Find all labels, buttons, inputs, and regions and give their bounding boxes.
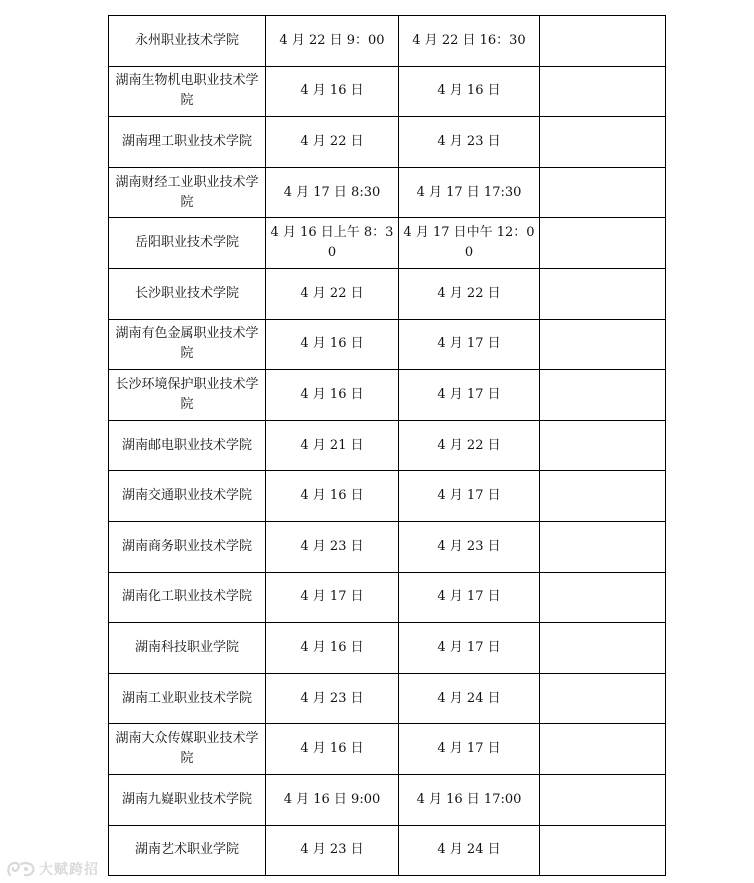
end-time-cell: 4 月 17 日 bbox=[399, 623, 540, 674]
table-row bbox=[109, 16, 666, 67]
note-cell bbox=[540, 268, 666, 319]
schedule-table-body bbox=[109, 16, 666, 876]
end-time-cell: 4 月 17 日 bbox=[399, 572, 540, 623]
start-time-cell: 4 月 16 日 bbox=[266, 66, 399, 117]
start-time-cell: 4 月 23 日 bbox=[266, 825, 399, 876]
end-time-cell: 4 月 16 日 17:00 bbox=[399, 774, 540, 825]
table-row bbox=[109, 117, 666, 168]
end-time-cell: 4 月 23 日 bbox=[399, 117, 540, 168]
end-time-cell: 4 月 17 日 bbox=[399, 319, 540, 370]
end-time-cell: 4 月 17 日 bbox=[399, 370, 540, 421]
note-cell bbox=[540, 471, 666, 522]
end-time-cell: 4 月 23 日 bbox=[399, 521, 540, 572]
school-cell: 长沙环境保护职业技术学院 bbox=[109, 370, 266, 421]
end-time-cell: 4 月 24 日 bbox=[399, 673, 540, 724]
start-time-cell: 4 月 21 日 bbox=[266, 420, 399, 471]
note-cell bbox=[540, 673, 666, 724]
note-cell bbox=[540, 774, 666, 825]
start-time-cell: 4 月 17 日 bbox=[266, 572, 399, 623]
school-cell: 湖南科技职业学院 bbox=[109, 623, 266, 674]
table-row bbox=[109, 319, 666, 370]
start-time-cell: 4 月 17 日 8:30 bbox=[266, 167, 399, 218]
end-time-cell: 4 月 22 日 bbox=[399, 420, 540, 471]
table-row bbox=[109, 471, 666, 522]
school-cell: 湖南工业职业技术学院 bbox=[109, 673, 266, 724]
start-time-cell: 4 月 16 日 bbox=[266, 724, 399, 775]
school-cell: 湖南交通职业技术学院 bbox=[109, 471, 266, 522]
school-cell: 湖南大众传媒职业技术学院 bbox=[109, 724, 266, 775]
end-time-cell: 4 月 17 日 17:30 bbox=[399, 167, 540, 218]
school-cell: 湖南化工职业技术学院 bbox=[109, 572, 266, 623]
note-cell bbox=[540, 319, 666, 370]
note-cell bbox=[540, 420, 666, 471]
end-time-cell: 4 月 16 日 bbox=[399, 66, 540, 117]
end-time-cell: 4 月 17 日中午 12：00 bbox=[399, 218, 540, 269]
table-row bbox=[109, 370, 666, 421]
start-time-cell: 4 月 22 日 bbox=[266, 268, 399, 319]
school-cell: 湖南艺术职业学院 bbox=[109, 825, 266, 876]
end-time-cell: 4 月 24 日 bbox=[399, 825, 540, 876]
table-row bbox=[109, 572, 666, 623]
table-row bbox=[109, 268, 666, 319]
school-cell: 岳阳职业技术学院 bbox=[109, 218, 266, 269]
note-cell bbox=[540, 16, 666, 67]
note-cell bbox=[540, 724, 666, 775]
end-time-cell: 4 月 17 日 bbox=[399, 471, 540, 522]
end-time-cell: 4 月 17 日 bbox=[399, 724, 540, 775]
table-row bbox=[109, 774, 666, 825]
table-row bbox=[109, 420, 666, 471]
note-cell bbox=[540, 218, 666, 269]
start-time-cell: 4 月 22 日 bbox=[266, 117, 399, 168]
start-time-cell: 4 月 16 日 bbox=[266, 471, 399, 522]
table-row bbox=[109, 623, 666, 674]
note-cell bbox=[540, 572, 666, 623]
note-cell bbox=[540, 623, 666, 674]
start-time-cell: 4 月 16 日 bbox=[266, 623, 399, 674]
end-time-cell: 4 月 22 日 16：30 bbox=[399, 16, 540, 67]
note-cell bbox=[540, 167, 666, 218]
note-cell bbox=[540, 825, 666, 876]
note-cell bbox=[540, 117, 666, 168]
note-cell bbox=[540, 521, 666, 572]
start-time-cell: 4 月 16 日上午 8：30 bbox=[266, 218, 399, 269]
school-cell: 湖南生物机电职业技术学院 bbox=[109, 66, 266, 117]
schedule-table bbox=[108, 15, 666, 876]
table-row bbox=[109, 167, 666, 218]
school-cell: 湖南财经工业职业技术学院 bbox=[109, 167, 266, 218]
start-time-cell: 4 月 22 日 9：00 bbox=[266, 16, 399, 67]
table-row bbox=[109, 825, 666, 876]
school-cell: 永州职业技术学院 bbox=[109, 16, 266, 67]
start-time-cell: 4 月 23 日 bbox=[266, 521, 399, 572]
school-cell: 长沙职业技术学院 bbox=[109, 268, 266, 319]
start-time-cell: 4 月 23 日 bbox=[266, 673, 399, 724]
start-time-cell: 4 月 16 日 bbox=[266, 319, 399, 370]
start-time-cell: 4 月 16 日 bbox=[266, 370, 399, 421]
table-row bbox=[109, 218, 666, 269]
table-row bbox=[109, 673, 666, 724]
watermark-text: 大赋跨招 bbox=[39, 862, 99, 878]
school-cell: 湖南有色金属职业技术学院 bbox=[109, 319, 266, 370]
school-cell: 湖南邮电职业技术学院 bbox=[109, 420, 266, 471]
school-cell: 湖南理工职业技术学院 bbox=[109, 117, 266, 168]
table-row bbox=[109, 724, 666, 775]
start-time-cell: 4 月 16 日 9:00 bbox=[266, 774, 399, 825]
note-cell bbox=[540, 370, 666, 421]
table-row bbox=[109, 66, 666, 117]
school-cell: 湖南商务职业技术学院 bbox=[109, 521, 266, 572]
school-cell: 湖南九嶷职业技术学院 bbox=[109, 774, 266, 825]
watermark bbox=[6, 859, 99, 879]
note-cell bbox=[540, 66, 666, 117]
end-time-cell: 4 月 22 日 bbox=[399, 268, 540, 319]
watermark-logo-icon bbox=[6, 860, 36, 878]
table-row bbox=[109, 521, 666, 572]
